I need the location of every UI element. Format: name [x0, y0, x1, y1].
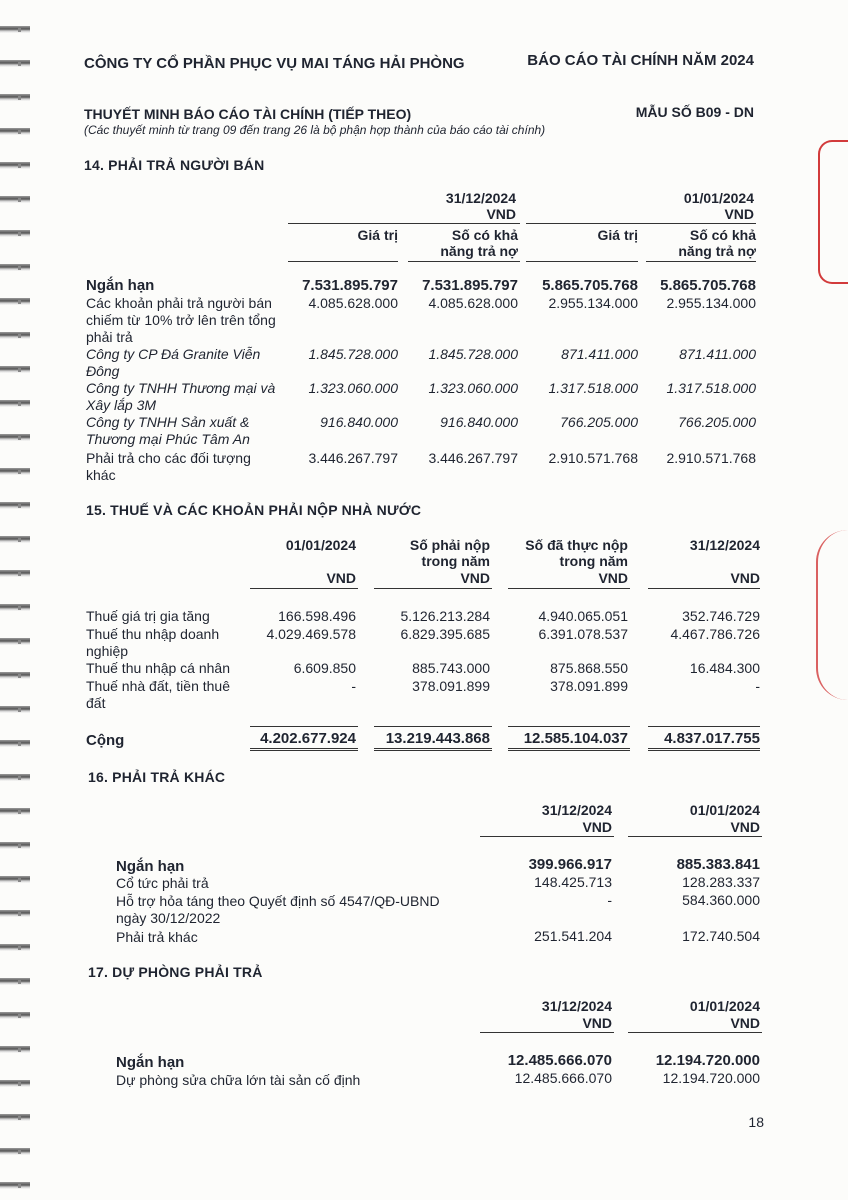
- s14-row-2-v1: 1.845.728.000: [428, 346, 518, 362]
- s15-total-dbl-c: [508, 748, 630, 751]
- s15-row-1-v3: 4.467.786.726: [670, 626, 760, 642]
- s15-row-2-v2: 875.868.550: [550, 660, 628, 676]
- s16-vnd1: VND: [582, 819, 612, 835]
- s14-row-1-v2: 2.955.134.000: [548, 295, 638, 311]
- s15-row-2-v3: 16.484.300: [689, 660, 760, 676]
- s17-date1: 31/12/2024: [541, 998, 612, 1014]
- s15-row-1-v0: 4.029.469.578: [266, 626, 356, 642]
- s14-row-4-v2: 766.205.000: [560, 414, 638, 430]
- report-title: BÁO CÁO TÀI CHÍNH NĂM 2024: [527, 52, 754, 69]
- s17-row-0-v1: 12.194.720.000: [655, 1052, 760, 1069]
- s15-vnd4: VND: [730, 570, 760, 586]
- s14-rule-e: [526, 261, 638, 262]
- s17-rule-b: [628, 1032, 762, 1033]
- s15-vnd2: VND: [460, 570, 490, 586]
- s16-row-3-v0: 251.541.204: [534, 928, 612, 944]
- s17-date2: 01/01/2024: [689, 998, 760, 1014]
- s14-col-pay-1b: năng trả nợ: [440, 243, 518, 259]
- s15-h3a: Số đã thực nộp: [525, 537, 628, 553]
- s14-row-0-v3: 5.865.705.768: [660, 277, 756, 294]
- s16-row-1-v0: 148.425.713: [534, 874, 612, 890]
- s14-row-5-label: Phải trả cho các đối tượng khác: [86, 450, 251, 483]
- s14-vnd1: VND: [486, 206, 516, 222]
- s14-col-pay-2b: năng trả nợ: [678, 243, 756, 259]
- notes-subtitle: (Các thuyết minh từ trang 09 đến trang 26 là bộ phận hợp thành của báo cáo tài chính): [84, 123, 546, 137]
- s16-row-0-label: Ngắn hạn: [116, 858, 185, 875]
- s14-row-3-v1: 1.323.060.000: [428, 380, 518, 396]
- seal-fragment-bottom: [816, 530, 848, 700]
- s15-total-rule-a: [250, 726, 358, 727]
- s17-vnd1: VND: [582, 1015, 612, 1031]
- s14-row-4-v0: 916.840.000: [320, 414, 398, 430]
- s14-row-3-label: Công ty TNHH Thương mại và Xây lắp 3M: [86, 380, 276, 413]
- s14-row-5-v1: 3.446.267.797: [428, 450, 518, 466]
- s14-row-2-label: Công ty CP Đá Granite Viễn Đông: [86, 346, 261, 379]
- s16-vnd2: VND: [730, 819, 760, 835]
- s15-row-2-v0: 6.609.850: [293, 660, 356, 676]
- s16-row-3-v1: 172.740.504: [682, 928, 760, 944]
- s15-row-3-v3: -: [755, 678, 760, 694]
- s17-row-0-label: Ngắn hạn: [116, 1054, 185, 1071]
- s16-row-2-label: Hỗ trợ hỏa táng theo Quyết định số 4547/QĐ-UBND ngày 30/12/2022: [116, 893, 440, 926]
- s14-row-3-v2: 1.317.518.000: [548, 380, 638, 396]
- s15-vnd1: VND: [326, 570, 356, 586]
- s15-row-3-v0: -: [351, 678, 356, 694]
- s15-total-rule-c: [508, 726, 630, 727]
- s14-col-pay-2a: Số có khả: [689, 227, 756, 243]
- s14-col-value-2: Giá trị: [597, 227, 638, 243]
- s16-row-2-v0: -: [607, 892, 612, 908]
- s14-vnd2: VND: [724, 206, 754, 222]
- s15-total-v3: 4.837.017.755: [664, 730, 760, 747]
- s14-row-0-v1: 7.531.895.797: [422, 277, 518, 294]
- section-15-title: 15. THUẾ VÀ CÁC KHOẢN PHẢI NỘP NHÀ NƯỚC: [86, 502, 422, 518]
- s15-row-3-v1: 378.091.899: [412, 678, 490, 694]
- s15-total-label: Cộng: [86, 732, 125, 749]
- s14-date2: 01/01/2024: [683, 190, 754, 206]
- s14-row-1-v0: 4.085.628.000: [308, 295, 398, 311]
- s14-date1: 31/12/2024: [445, 190, 516, 206]
- page-number: 18: [748, 1114, 764, 1130]
- s14-rule-a: [288, 223, 520, 224]
- s14-row-0-v2: 5.865.705.768: [542, 277, 638, 294]
- binding-spiral: [0, 20, 30, 1195]
- s15-row-1-v1: 6.829.395.685: [400, 626, 490, 642]
- s15-total-v0: 4.202.677.924: [260, 730, 356, 747]
- s15-row-0-v0: 166.598.496: [278, 608, 356, 624]
- s15-total-v2: 12.585.104.037: [523, 730, 628, 747]
- s15-row-3-v2: 378.091.899: [550, 678, 628, 694]
- s15-h4: 31/12/2024: [689, 537, 760, 553]
- s15-total-dbl-a: [250, 748, 358, 751]
- s14-rule-b: [526, 223, 756, 224]
- s14-row-5-v2: 2.910.571.768: [548, 450, 638, 466]
- s14-row-3-v3: 1.317.518.000: [666, 380, 756, 396]
- s15-total-rule-d: [648, 726, 760, 727]
- s15-row-2-v1: 885.743.000: [412, 660, 490, 676]
- s17-row-1-label: Dự phòng sửa chữa lớn tài sản cố định: [116, 1072, 361, 1088]
- s16-rule-b: [628, 836, 762, 837]
- s14-row-4-v1: 916.840.000: [440, 414, 518, 430]
- s16-row-2-v1: 584.360.000: [682, 892, 760, 908]
- notes-title: THUYẾT MINH BÁO CÁO TÀI CHÍNH (TIẾP THEO): [84, 106, 412, 122]
- s14-row-2-v0: 1.845.728.000: [308, 346, 398, 362]
- form-number: MẪU SỐ B09 - DN: [635, 104, 754, 120]
- s15-total-v1: 13.219.443.868: [385, 730, 490, 747]
- s15-total-dbl-d: [648, 748, 760, 751]
- s14-row-4-v3: 766.205.000: [678, 414, 756, 430]
- s15-row-3-label: Thuế nhà đất, tiền thuê đất: [86, 678, 230, 711]
- s16-rule-a: [480, 836, 614, 837]
- s15-h1: 01/01/2024: [285, 537, 356, 553]
- company-name: CÔNG TY CỔ PHẦN PHỤC VỤ MAI TÁNG HẢI PHÒNG: [84, 55, 465, 72]
- s15-rule-a: [250, 588, 358, 589]
- s15-rule-d: [648, 588, 760, 589]
- s17-row-1-v0: 12.485.666.070: [514, 1070, 612, 1086]
- s17-row-1-v1: 12.194.720.000: [662, 1070, 760, 1086]
- s14-row-5-v0: 3.446.267.797: [308, 450, 398, 466]
- s15-rule-b: [374, 588, 492, 589]
- s15-rule-c: [508, 588, 630, 589]
- seal-fragment-top: [818, 140, 848, 284]
- s16-row-1-label: Cổ tức phải trả: [116, 875, 209, 891]
- s16-row-0-v0: 399.966.917: [528, 856, 612, 873]
- s14-row-3-v0: 1.323.060.000: [308, 380, 398, 396]
- s15-h2b: trong năm: [421, 553, 490, 569]
- section-16-title: 16. PHẢI TRẢ KHÁC: [88, 769, 226, 785]
- s16-date1: 31/12/2024: [541, 802, 612, 818]
- section-17-title: 17. DỰ PHÒNG PHẢI TRẢ: [88, 964, 263, 980]
- s15-vnd3: VND: [598, 570, 628, 586]
- s15-total-rule-b: [374, 726, 492, 727]
- s17-vnd2: VND: [730, 1015, 760, 1031]
- s15-row-0-label: Thuế giá trị gia tăng: [86, 608, 210, 624]
- s14-rule-c: [288, 261, 398, 262]
- s14-rule-f: [646, 261, 756, 262]
- s15-row-0-v1: 5.126.213.284: [400, 608, 490, 624]
- s14-col-pay-1a: Số có khả: [451, 227, 518, 243]
- s16-row-1-v1: 128.283.337: [682, 874, 760, 890]
- s15-row-0-v3: 352.746.729: [682, 608, 760, 624]
- s15-row-0-v2: 4.940.065.051: [538, 608, 628, 624]
- s15-h2a: Số phải nộp: [409, 537, 490, 553]
- s14-row-0-v0: 7.531.895.797: [302, 277, 398, 294]
- s16-row-3-label: Phải trả khác: [116, 929, 198, 945]
- s14-row-1-v1: 4.085.628.000: [428, 295, 518, 311]
- s14-row-5-v3: 2.910.571.768: [666, 450, 756, 466]
- s17-row-0-v0: 12.485.666.070: [507, 1052, 612, 1069]
- s14-row-1-v3: 2.955.134.000: [666, 295, 756, 311]
- s14-col-value-1: Giá trị: [357, 227, 398, 243]
- s15-total-dbl-b: [374, 748, 492, 751]
- s14-rule-d: [408, 261, 520, 262]
- s15-row-1-label: Thuế thu nhập doanh nghiệp: [86, 626, 220, 659]
- s14-row-0-label: Ngắn hạn: [86, 277, 155, 294]
- s15-row-1-v2: 6.391.078.537: [538, 626, 628, 642]
- s17-rule-a: [480, 1032, 614, 1033]
- s15-h3b: trong năm: [559, 553, 628, 569]
- section-14-title: 14. PHẢI TRẢ NGƯỜI BÁN: [84, 157, 265, 173]
- s14-row-2-v2: 871.411.000: [561, 346, 638, 362]
- s14-row-1-label: Các khoản phải trả người bán chiếm từ 10% trở lên trên tổng phải trả: [86, 295, 276, 345]
- s16-date2: 01/01/2024: [689, 802, 760, 818]
- s14-row-4-label: Công ty TNHH Sản xuất & Thương mại Phúc Tâm An: [86, 414, 250, 447]
- s16-row-0-v1: 885.383.841: [676, 856, 760, 873]
- s15-row-2-label: Thuế thu nhập cá nhân: [86, 660, 231, 676]
- s14-row-2-v3: 871.411.000: [679, 346, 756, 362]
